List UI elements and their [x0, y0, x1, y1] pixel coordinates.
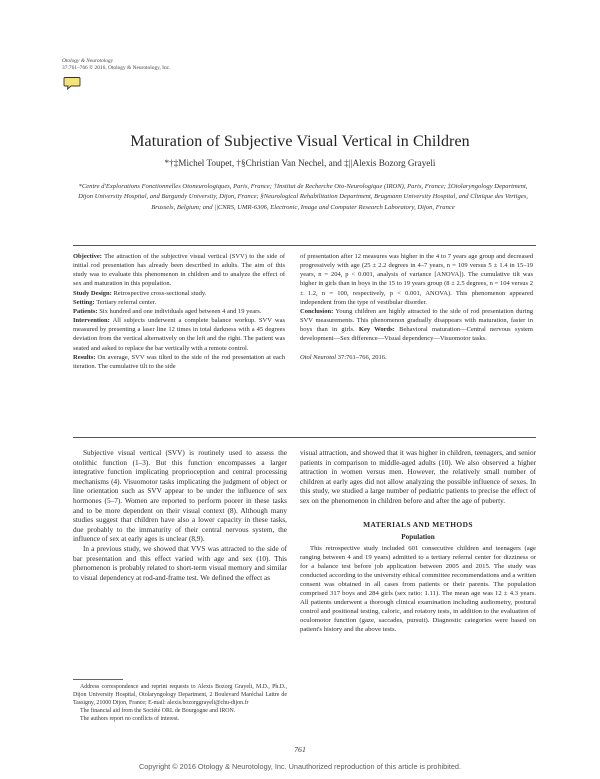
results-label: Results: [73, 353, 96, 361]
keywords-text: Behavioral maturation—Central nervous system development—Sex difference—Visual dependency—Visuomotor tasks. [300, 326, 533, 343]
conclusion-label: Conclusion: [300, 307, 334, 315]
objective-text: The attraction of the subjective visual vertical (SVV) to the side of initial rod presentation has already been described in adults. The aim of this study was to evaluate this phenomenon in children and to analyze the effect of sex and maturation in this population. [73, 253, 285, 288]
footnote-funding: The financial aid from the Société ORL de Bourgogne and IRON. [80, 708, 236, 715]
results-text-right: of presentation after 12 measures was higher in the 4 to 7 years age group and decreased progressively with age (25 ± 2.2 degrees in 4–7 years, n = 109 versus 5 ± 1.4 in 15–19 years, n = 204, p < 0.001, analysis of variance [ANOVA]). The cumulative tilt was higher in girls than in boys in the 15 to 19 years group (8 ± 2.5 degrees, n = 104 versus 2 ± 1.2, n = 100, respectively, p < 0.001, ANOVA). This phenomenon appeared independent from the type of vestibular disorder. [300, 253, 533, 306]
footnote-rule [73, 679, 123, 680]
abstract-top-rule [73, 245, 536, 246]
setting-text: Tertiary referral center. [96, 298, 157, 306]
speech-bubble-icon[interactable] [63, 76, 81, 90]
abstract-citation [300, 353, 533, 362]
abstract-results [73, 353, 285, 371]
patients-label: Patients: [73, 307, 98, 315]
journal-citation: 37:761–766 © 2016, Otology & Neurotology, Inc. [62, 65, 171, 71]
cite-ref: 37:761–766, 2016. [337, 353, 387, 361]
abstract-right-column [300, 252, 533, 362]
footnote-correspondence: Address correspondence and reprint requests to Alexis Bozorg Grayeli, M.D., Ph.D., Dijon University Hospital, Otolaryngology Department, 2 Boulevard Maréchal Lattre de Tassigny, 21000 Dijon, France; E-mail: alexis.bozorggrayeli@chu-dijon.fr [73, 684, 287, 707]
abstract-left-column [73, 252, 285, 371]
intro-paragraph-1: Subjective visual vertical (SVV) is routinely used to assess the otolithic function (1–3). But this function encompasses a larger integrative function implicating proprioception and central processing mechanisms (4). Visuomotor tasks implicating the judgment of object or line orientation such as SVV appear to be under the influence of sex hormones (5–7). Women are reported to perform poorer in these tasks and to be more dependent on their visual context (8). Although many studies suggest that children have also a lower capacity in these tasks, due probably to the immaturity of their central nervous system, the influence of sex at early ages is unclear (8,9). [73, 449, 287, 544]
design-text: Retrospective cross-sectional study. [113, 289, 207, 297]
footnotes [73, 683, 287, 723]
abstract-design [73, 289, 285, 298]
subsection-heading: Population [401, 533, 435, 542]
author-list: *†‡Michel Toupet, †§Christian Van Nechel, and ‡||Alexis Bozorg Grayeli [164, 158, 436, 168]
abstract-patients [73, 307, 285, 316]
abstract-conclusion [300, 307, 533, 344]
journal-header [62, 58, 170, 72]
setting-label: Setting: [73, 298, 95, 306]
patients-text: Six hundred and one individuals aged between 4 and 19 years. [99, 307, 262, 315]
abstract-intervention [73, 316, 285, 353]
abstract-objective [73, 252, 285, 289]
abstract-bottom-rule [73, 437, 536, 438]
conclusion-text: Young children are highly attracted to the side of rod presentation during SVV measurements. This phenomenon gradually disappears with maturation, faster in boys than in girls. [300, 307, 533, 334]
intro-paragraph-2: In a previous study, we showed that VVS was attracted to the side of bar presentation and this effect varied with age and sex (10). This phenomenon is probably related to short-term visual memory and similar to visual dependency at rod-and-frame test. We defined the effect as [73, 544, 287, 582]
abstract-setting [73, 298, 285, 307]
results-text-left: On average, SVV was tilted to the side of the rod presentation at each iteration. The cumulative tilt to the side [73, 353, 286, 370]
footnote-conflicts: The authors report no conflicts of interest. [80, 716, 180, 723]
cite-journal: Otol Neurotol [300, 353, 337, 361]
population-paragraph: This retrospective study included 601 consecutive children and teenagers (age ranging between 4 and 19 years) admitted to a tertiary referral center for dizziness or for a balance test before job application between 2005 and 2015. The study was conducted according to the university ethical committee recommendations and a written consent was obtained in all cases from patients or their parents. The population comprised 317 boys and 284 girls (sex ratio: 1.11). The mean age was 12 ± 4.3 years. All patients underwent a thorough clinical examination including audiometry, postural control and positional testing, caloric, and rotatory tests, in addition to the evaluation of oculomotor function (gaze, saccades, pursuit). Diagnostic categories were based on patient's history and the above tests. [300, 544, 536, 633]
objective-label: Objective: [73, 253, 102, 260]
journal-name: Otology & Neurotology [62, 58, 114, 64]
page-number: 761 [294, 745, 306, 754]
body-right-column [300, 449, 536, 634]
article-title: Maturation of Subjective Visual Vertical in Children [130, 133, 470, 150]
section-heading: MATERIALS AND METHODS [363, 519, 473, 529]
body-left-column [73, 449, 287, 583]
intervention-label: Intervention: [73, 317, 110, 325]
affiliations: *Centre d'Explorations Fonctionnelles Otoneurologiques, Paris, France; †Institut de Recherche Oto-Neurologique (IRON), Paris, France; ‡Otolaryngology Department, Dijon University Hospital, and Burgundy University, Dijon, France; §Neurological Rehabilitation Department, Brugmann University Hospital, and Clinique des Vertiges, Brussels, Belgium; and ||CNRS, UMR-6306, Electronic, Image and Computer Research Laboratory, Dijon, France [78, 183, 528, 211]
intervention-text: All subjects underwent a complete balance workup. SVV was measured by presenting a laser line 12 times in total darkness with a 45 degrees deviation from the vertical alternatively on the left and the right. The patient was seated and asked to replace the bar vertically with a remote control. [73, 317, 285, 352]
design-label: Study Design: [73, 289, 112, 297]
intro-paragraph-3: visual attraction, and showed that it was higher in children, teenagers, and senior patients in comparison to middle-aged adults (10). We also observed a higher attraction in women versus men. However, the relatively small number of children at early ages did not allow analyzing the possible influence of sexes. In this study, we studied a large number of pediatric patients to precise the effect of sex on the phenomenon in children before and after the age of puberty. [300, 449, 536, 505]
keywords-label: Key Words: [358, 326, 395, 334]
copyright-notice: Copyright © 2016 Otology & Neurotology, Inc. Unauthorized reproduction of this article is prohibited. [138, 762, 462, 771]
